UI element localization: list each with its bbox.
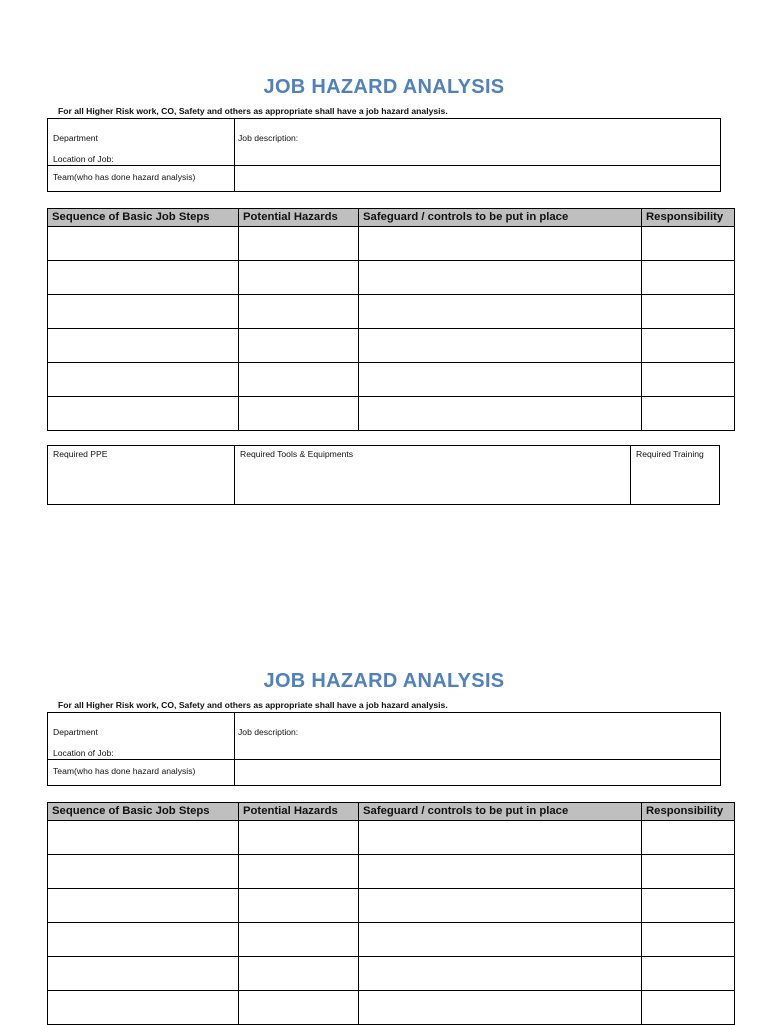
responsibility-cell[interactable] — [642, 227, 735, 261]
header-potential-hazards: Potential Hazards — [239, 803, 359, 821]
responsibility-cell[interactable] — [642, 821, 735, 855]
job-description-label: Job description: — [238, 727, 299, 737]
department-location-cell[interactable] — [48, 713, 235, 760]
step-cell[interactable] — [48, 889, 239, 923]
responsibility-cell[interactable] — [642, 329, 735, 363]
step-cell[interactable] — [48, 957, 239, 991]
responsibility-cell[interactable] — [642, 957, 735, 991]
step-cell[interactable] — [48, 261, 239, 295]
team-field[interactable] — [235, 760, 721, 786]
hazard-cell[interactable] — [239, 923, 359, 957]
table-row — [48, 363, 735, 397]
hazard-cell[interactable] — [239, 295, 359, 329]
jha-form-1 — [0, 72, 768, 459]
table-row — [48, 295, 735, 329]
step-cell[interactable] — [48, 295, 239, 329]
safeguard-cell[interactable] — [359, 957, 642, 991]
team-cell — [48, 760, 235, 786]
header-job-steps: Sequence of Basic Job Steps — [48, 209, 239, 227]
responsibility-cell[interactable] — [642, 991, 735, 1025]
header-potential-hazards: Potential Hazards — [239, 209, 359, 227]
table-row — [48, 957, 735, 991]
job-description-label: Job description: — [238, 133, 299, 143]
responsibility-cell[interactable] — [642, 295, 735, 329]
form-subtitle: For all Higher Risk work, CO, Safety and others as appropriate shall have a job hazard analysis. — [58, 106, 448, 116]
step-cell[interactable] — [48, 821, 239, 855]
required-ppe-label: Required PPE — [53, 449, 108, 459]
required-training-label: Required Training — [636, 449, 704, 459]
table-row — [48, 329, 735, 363]
form-subtitle: For all Higher Risk work, CO, Safety and others as appropriate shall have a job hazard analysis. — [58, 700, 448, 710]
hazard-cell[interactable] — [239, 991, 359, 1025]
requirements-table — [47, 445, 720, 505]
table-row — [48, 821, 735, 855]
team-cell — [48, 166, 235, 192]
step-cell[interactable] — [48, 397, 239, 431]
department-label: Department — [53, 727, 98, 737]
safeguard-cell[interactable] — [359, 261, 642, 295]
table-row — [48, 397, 735, 431]
header-job-steps: Sequence of Basic Job Steps — [48, 803, 239, 821]
hazard-cell[interactable] — [239, 363, 359, 397]
header-safeguards: Safeguard / controls to be put in place — [359, 209, 642, 227]
hazard-cell[interactable] — [239, 329, 359, 363]
jha-form-2 — [0, 666, 768, 817]
job-steps-table — [47, 208, 735, 431]
responsibility-cell[interactable] — [642, 923, 735, 957]
hazard-cell[interactable] — [239, 227, 359, 261]
table-row — [48, 261, 735, 295]
required-training-cell[interactable] — [631, 446, 720, 505]
safeguard-cell[interactable] — [359, 923, 642, 957]
table-row — [48, 227, 735, 261]
required-tools-cell[interactable] — [235, 446, 631, 505]
hazard-cell[interactable] — [239, 261, 359, 295]
required-tools-label: Required Tools & Equipments — [240, 449, 354, 459]
department-location-cell[interactable] — [48, 119, 235, 166]
hazard-cell[interactable] — [239, 821, 359, 855]
responsibility-cell[interactable] — [642, 397, 735, 431]
team-field[interactable] — [235, 166, 721, 192]
table-row — [48, 923, 735, 957]
step-cell[interactable] — [48, 227, 239, 261]
hazard-cell[interactable] — [239, 889, 359, 923]
location-label: Location of Job: — [53, 154, 114, 164]
job-info-table — [47, 712, 721, 786]
step-cell[interactable] — [48, 991, 239, 1025]
responsibility-cell[interactable] — [642, 363, 735, 397]
header-responsibility: Responsibility — [642, 209, 735, 227]
step-cell[interactable] — [48, 363, 239, 397]
steps-header-row — [48, 209, 735, 227]
department-label: Department — [53, 133, 98, 143]
team-label: Team(who has done hazard analysis) — [53, 172, 196, 182]
table-row — [48, 855, 735, 889]
safeguard-cell[interactable] — [359, 329, 642, 363]
job-description-cell[interactable] — [235, 119, 721, 166]
responsibility-cell[interactable] — [642, 261, 735, 295]
team-label: Team(who has done hazard analysis) — [53, 766, 196, 776]
safeguard-cell[interactable] — [359, 821, 642, 855]
header-responsibility: Responsibility — [642, 803, 735, 821]
safeguard-cell[interactable] — [359, 363, 642, 397]
step-cell[interactable] — [48, 923, 239, 957]
location-label: Location of Job: — [53, 748, 114, 758]
safeguard-cell[interactable] — [359, 295, 642, 329]
job-steps-table — [47, 802, 735, 1025]
responsibility-cell[interactable] — [642, 889, 735, 923]
step-cell[interactable] — [48, 855, 239, 889]
header-safeguards: Safeguard / controls to be put in place — [359, 803, 642, 821]
steps-header-row — [48, 803, 735, 821]
safeguard-cell[interactable] — [359, 397, 642, 431]
hazard-cell[interactable] — [239, 855, 359, 889]
hazard-cell[interactable] — [239, 957, 359, 991]
safeguard-cell[interactable] — [359, 227, 642, 261]
safeguard-cell[interactable] — [359, 855, 642, 889]
safeguard-cell[interactable] — [359, 991, 642, 1025]
safeguard-cell[interactable] — [359, 889, 642, 923]
table-row — [48, 991, 735, 1025]
job-description-cell[interactable] — [235, 713, 721, 760]
step-cell[interactable] — [48, 329, 239, 363]
hazard-cell[interactable] — [239, 397, 359, 431]
required-ppe-cell[interactable] — [48, 446, 235, 505]
responsibility-cell[interactable] — [642, 855, 735, 889]
table-row — [48, 889, 735, 923]
form-title: JOB HAZARD ANALYSIS — [263, 76, 505, 98]
job-info-table — [47, 118, 721, 192]
form-title: JOB HAZARD ANALYSIS — [263, 670, 505, 692]
